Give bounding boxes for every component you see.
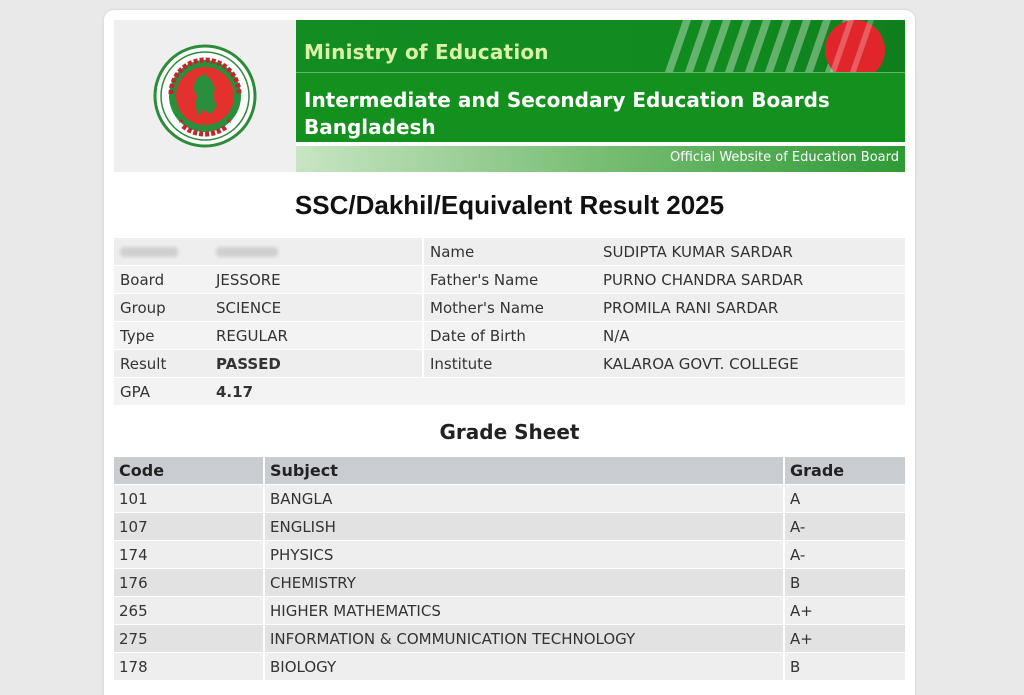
- info-row: [114, 238, 905, 266]
- table-row: [114, 652, 905, 680]
- table-row: [114, 596, 905, 624]
- father-label: Father's Name: [424, 266, 597, 294]
- result-value: PASSED: [210, 350, 424, 378]
- info-row: [114, 266, 905, 294]
- subject-grade: A+: [785, 624, 905, 652]
- subject-grade: A+: [785, 596, 905, 624]
- institute-label: Institute: [424, 350, 597, 378]
- type-label: Type: [114, 322, 210, 350]
- mother-value: PROMILA RANI SARDAR: [597, 294, 905, 322]
- group-label: Group: [114, 294, 210, 322]
- subject-code: 176: [114, 568, 265, 596]
- logo-container: [114, 20, 296, 172]
- info-row: [114, 322, 905, 350]
- info-row: [114, 350, 905, 378]
- subject-header: Subject: [265, 457, 785, 484]
- ministry-bar: [296, 20, 905, 72]
- government-seal-icon: [153, 44, 257, 148]
- board-label: Board: [114, 266, 210, 294]
- table-row: [114, 568, 905, 596]
- grade-sheet-title: Grade Sheet: [439, 420, 580, 444]
- grade-header-row: [114, 457, 905, 484]
- result-label: Result: [114, 350, 210, 378]
- table-row: [114, 512, 905, 540]
- header-green-area: [296, 20, 905, 172]
- subject-name: HIGHER MATHEMATICS: [265, 596, 785, 624]
- grade-sheet-table: [114, 457, 905, 680]
- header-banner: [114, 20, 905, 172]
- subject-code: 101: [114, 484, 265, 512]
- group-value: SCIENCE: [210, 294, 424, 322]
- subject-code: 107: [114, 512, 265, 540]
- institute-value: KALAROA GOVT. COLLEGE: [597, 350, 905, 378]
- official-bar: [296, 142, 905, 172]
- subject-name: CHEMISTRY: [265, 568, 785, 596]
- subject-code: 275: [114, 624, 265, 652]
- info-row: [114, 294, 905, 322]
- name-label: Name: [424, 238, 597, 266]
- subject-code: 265: [114, 596, 265, 624]
- subject-grade: A: [785, 484, 905, 512]
- board-value: JESSORE: [210, 266, 424, 294]
- subject-grade: A-: [785, 540, 905, 568]
- subject-grade: B: [785, 652, 905, 680]
- boards-title-line1: Intermediate and Secondary Education Boards: [304, 88, 830, 112]
- subject-name: ENGLISH: [265, 512, 785, 540]
- subject-code: 174: [114, 540, 265, 568]
- result-page: [104, 10, 915, 695]
- subject-name: BANGLA: [265, 484, 785, 512]
- subject-name: INFORMATION & COMMUNICATION TECHNOLOGY: [265, 624, 785, 652]
- boards-bar: [296, 72, 905, 142]
- empty-cell: [597, 378, 905, 406]
- father-value: PURNO CHANDRA SARDAR: [597, 266, 905, 294]
- table-row: [114, 540, 905, 568]
- type-value: REGULAR: [210, 322, 424, 350]
- empty-cell: [424, 378, 597, 406]
- name-value: SUDIPTA KUMAR SARDAR: [597, 238, 905, 266]
- table-row: [114, 624, 905, 652]
- info-row: [114, 378, 905, 406]
- flag-decoration-icon: [665, 20, 905, 72]
- roll-value-redacted: [210, 238, 424, 266]
- table-row: [114, 484, 905, 512]
- ministry-title: Ministry of Education: [304, 40, 549, 64]
- mother-label: Mother's Name: [424, 294, 597, 322]
- dob-value: N/A: [597, 322, 905, 350]
- gpa-value: 4.17: [210, 378, 424, 406]
- roll-label-redacted: [114, 238, 210, 266]
- subject-code: 178: [114, 652, 265, 680]
- boards-title: [304, 87, 830, 141]
- subject-grade: A-: [785, 512, 905, 540]
- student-info-table: [114, 238, 905, 406]
- subject-grade: B: [785, 568, 905, 596]
- dob-label: Date of Birth: [424, 322, 597, 350]
- boards-title-line2: Bangladesh: [304, 115, 436, 139]
- official-website-text: Official Website of Education Board: [670, 150, 899, 165]
- code-header: Code: [114, 457, 265, 484]
- result-title: SSC/Dakhil/Equivalent Result 2025: [294, 190, 725, 220]
- grade-header: Grade: [785, 457, 905, 484]
- gpa-label: GPA: [114, 378, 210, 406]
- subject-name: BIOLOGY: [265, 652, 785, 680]
- subject-name: PHYSICS: [265, 540, 785, 568]
